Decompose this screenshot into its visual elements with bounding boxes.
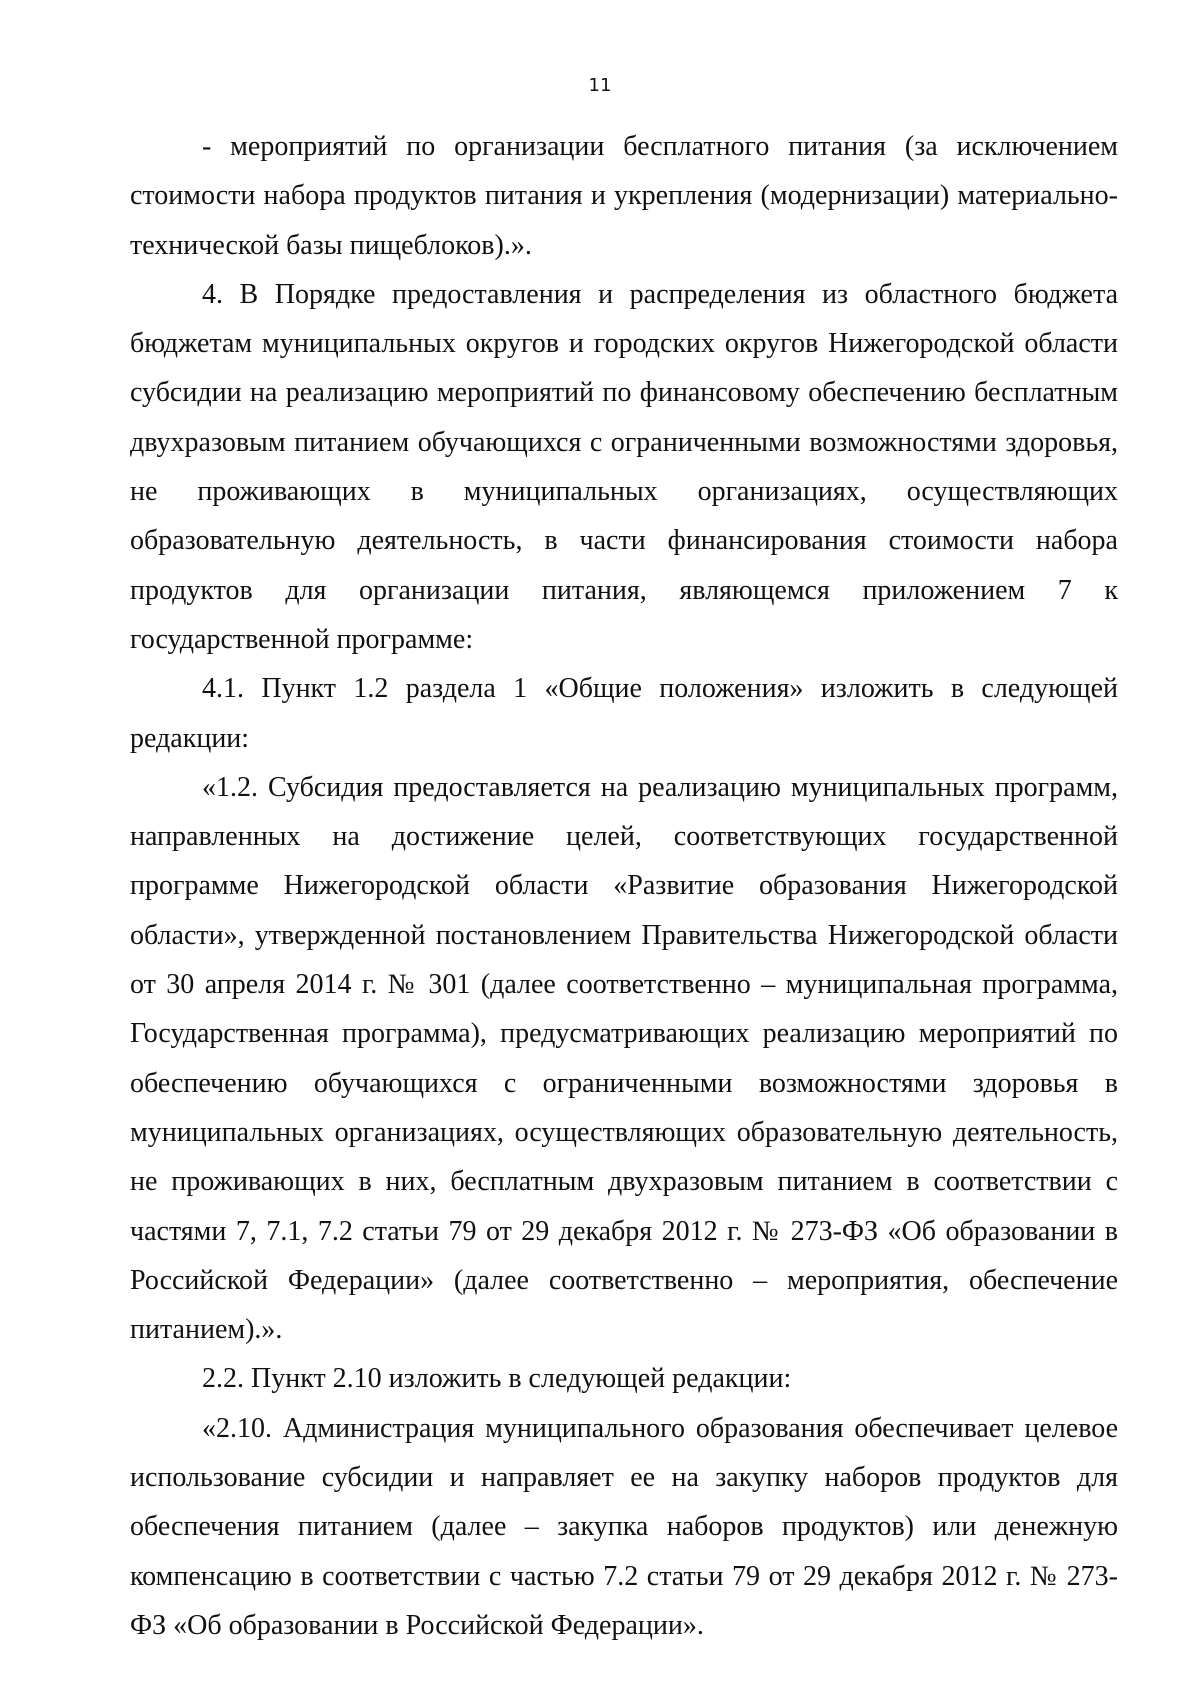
paragraph-section-2-2: 2.2. Пункт 2.10 изложить в следующей редакции: bbox=[202, 1363, 792, 1395]
paragraph-section-4: 4. В Порядке предоставления и распределения из областного бюджета бюджетам муниципальных округов и городских округов Нижегородской области субсидии на реализацию мероприятий по финансовому обеспечению бесплатным двухразовым питанием обучающихся с ограниченными возможностями здоровья, не проживающих в муниципальных организациях, осуществляющих образовательную деятельность, в части финансирования стоимости набора продуктов для организации питания, являющемся приложением 7 к государственной программе: bbox=[130, 278, 1118, 655]
paragraph-clause-2-10: «2.10. Администрация муниципального образования обеспечивает целевое использование субсидии и направляет ее на закупку наборов продуктов для обеспечения питанием (далее – закупка наборов продуктов) или денежную компенсацию в соответствии с частью 7.2 статьи 79 от 29 декабря 2012 г. № 273-ФЗ «Об образовании в Российской Федерации». bbox=[130, 1412, 1118, 1641]
paragraph-list-item-catering: - мероприятий по организации бесплатного питания (за исключением стоимости набора продуктов питания и укрепления (модернизации) материально-технической базы пищеблоков).». bbox=[130, 131, 1118, 261]
document-body bbox=[130, 122, 1118, 1650]
page-number: 11 bbox=[588, 75, 612, 96]
paragraph-section-4-1: 4.1. Пункт 1.2 раздела 1 «Общие положения» изложить в следующей редакции: bbox=[130, 673, 1118, 754]
paragraph-clause-1-2: «1.2. Субсидия предоставляется на реализацию муниципальных программ, направленных на достижение целей, соответствующих государственной программе Нижегородской области «Развитие образования Нижегородской области», утвержденной постановлением Правительства Нижегородской области от 30 апреля 2014 г. № 301 (далее соответственно – муниципальная программа, Государственная программа), предусматривающих реализацию мероприятий по обеспечению обучающихся с ограниченными возможностями здоровья в муниципальных организациях, осуществляющих образовательную деятельность, не проживающих в них, бесплатным двухразовым питанием в соответствии с частями 7, 7.1, 7.2 статьи 79 от 29 декабря 2012 г. № 273-ФЗ «Об образовании в Российской Федерации» (далее соответственно – мероприятия, обеспечение питанием).». bbox=[130, 771, 1118, 1346]
